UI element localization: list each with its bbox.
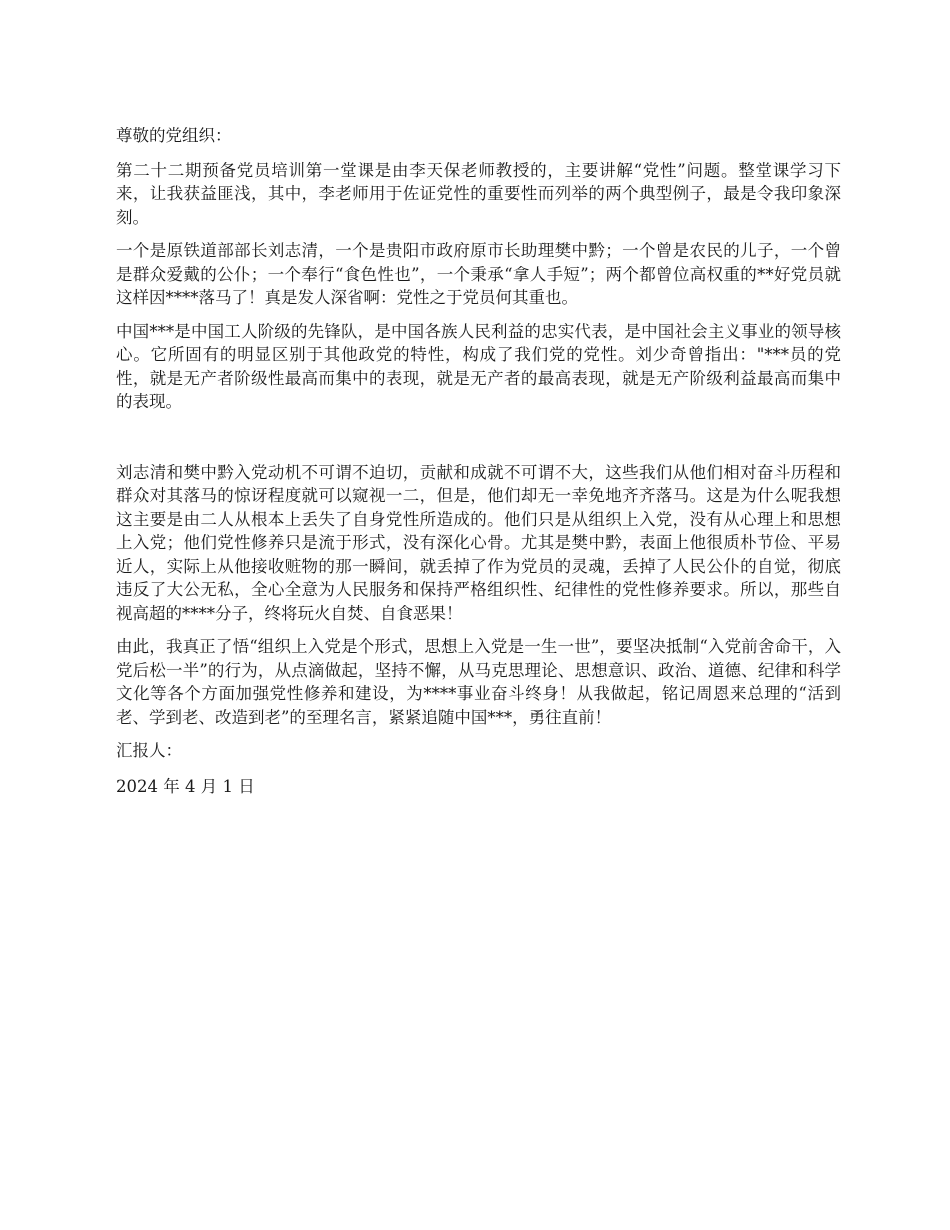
paragraph-1: 第二十二期预备党员培训第一堂课是由李天保老师教授的，主要讲解“党性”问题。整堂课学习下来，让我获益匪浅，其中，李老师用于佐证党性的重要性而列举的两个典型例子，最是令我印象深刻。 xyxy=(116,160,841,227)
paragraph-4: 刘志清和樊中黔入党动机不可谓不迫切，贡献和成就不可谓不大，这些我们从他们相对奋斗历程和群众对其落马的惊讶程度就可以窥视一二，但是，他们却无一幸免地齐齐落马。这是为什么呢我想这主要是由二人从根本上丢失了自身党性所造成的。他们只是从组织上入党，没有从心理上和思想上入党；他们党性修养只是流于形式，没有深化心骨。尤其是樊中黔，表面上他很质朴节俭、平易近人，实际上从他接收赃物的那一瞬间，就丢掉了作为党员的灵魂，丢掉了人民公仆的自觉，彻底违反了大公无私，全心全意为人民服务和保持严格组织性、纪律性的党性修养要求。所以，那些自视高超的****分子，终将玩火自焚、自食恶果！ xyxy=(116,462,841,623)
paragraph-3: 中国***是中国工人阶级的先锋队，是中国各族人民利益的忠实代表，是中国社会主义事业的领导核心。它所固有的明显区别于其他政党的特性，构成了我们党的党性。刘少奇曾指出："***员的党性，就是无产者阶级性最高而集中的表现，就是无产者的最高表现，就是无产阶级利益最高而集中的表现。 xyxy=(116,321,841,411)
signer-label: 汇报人： xyxy=(116,741,182,760)
blank-gap xyxy=(116,424,841,461)
salutation: 尊敬的党组织： xyxy=(116,126,232,145)
paragraph-5: 由此，我真正了悟“组织上入党是个形式，思想上入党是一生一世”，要坚决抵制“入党前舍命干，入党后松一半”的行为，从点滴做起，坚持不懈，从马克思理论、思想意识、政治、道德、纪律和科学文化等各个方面加强党性修养和建设，为****事业奋斗终身！从我做起，铭记周恩来总理的“活到老、学到老、改造到老”的至理名言，紧紧追随中国***，勇往直前！ xyxy=(116,637,841,727)
paragraph-2: 一个是原铁道部部长刘志清，一个是贵阳市政府原市长助理樊中黔；一个曾是农民的儿子，一个曾是群众爱戴的公仆；一个奉行“食色性也”，一个秉承“拿人手短”；两个都曾位高权重的**好党员就这样因****落马了！真是发人深省啊：党性之于党员何其重也。 xyxy=(116,241,841,307)
letter-page xyxy=(116,124,841,808)
report-date: 2024 年 4 月 1 日 xyxy=(116,776,255,796)
